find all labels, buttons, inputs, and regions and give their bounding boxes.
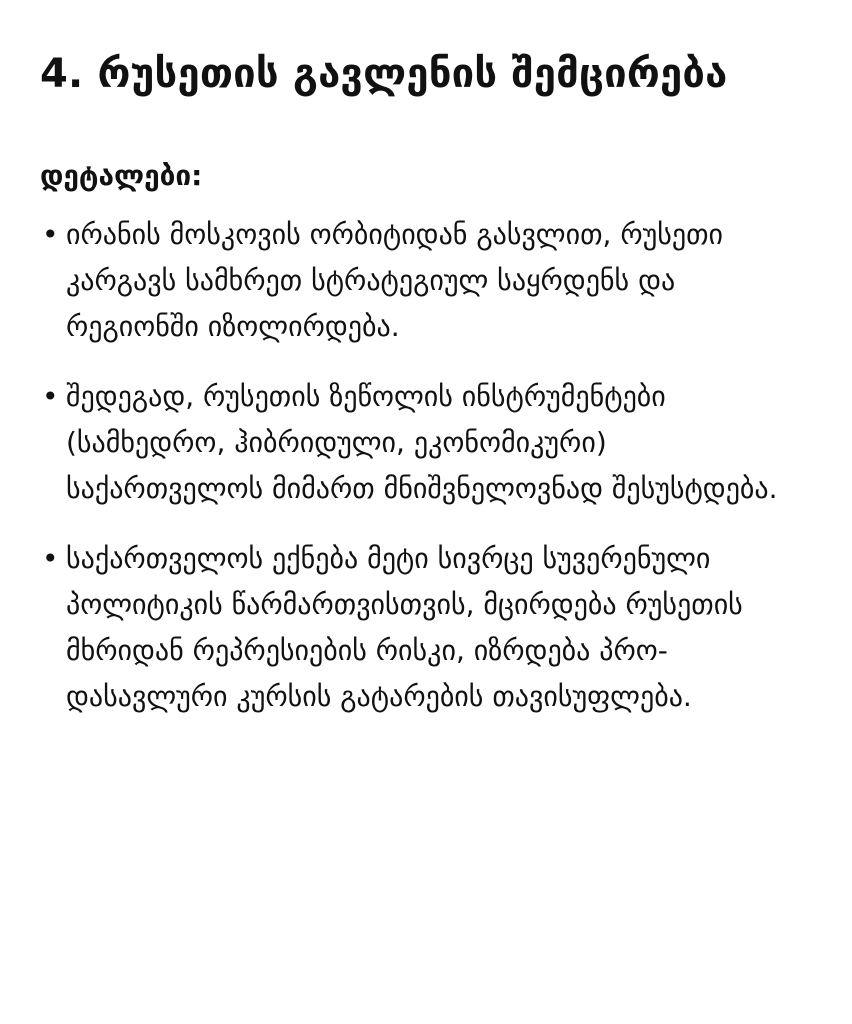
bullet-icon: • <box>42 542 59 575</box>
details-heading: დეტალები: <box>40 159 203 192</box>
list-item <box>40 374 812 512</box>
bullet-text: საქართველოს ექნება მეტი სივრცე სუვერენული პოლიტიკის წარმართვისთვის, მცირდება რუსეთის მხრიდან რეპრესიების რისკი, იზრდება პრო-დასავლური კურსის გატარების თავისუფლება. <box>66 542 743 713</box>
bullet-text: შედეგად, რუსეთის ზეწოლის ინსტრუმენტები (სამხედრო, ჰიბრიდული, ეკონომიკური) საქართველოს მიმართ მნიშვნელოვნად შესუსტდება. <box>66 380 778 505</box>
bullet-text: ირანის მოსკოვის ორბიტიდან გასვლით, რუსეთი კარგავს სამხრეთ სტრატეგიულ საყრდენს და რეგიონში იზოლირდება. <box>66 218 724 343</box>
bullet-icon: • <box>42 380 59 413</box>
section-title: 4. რუსეთის გავლენის შემცირება <box>40 51 728 97</box>
bullet-list <box>40 212 812 720</box>
list-item <box>40 536 812 720</box>
list-item <box>40 212 812 350</box>
bullet-icon: • <box>42 218 59 251</box>
